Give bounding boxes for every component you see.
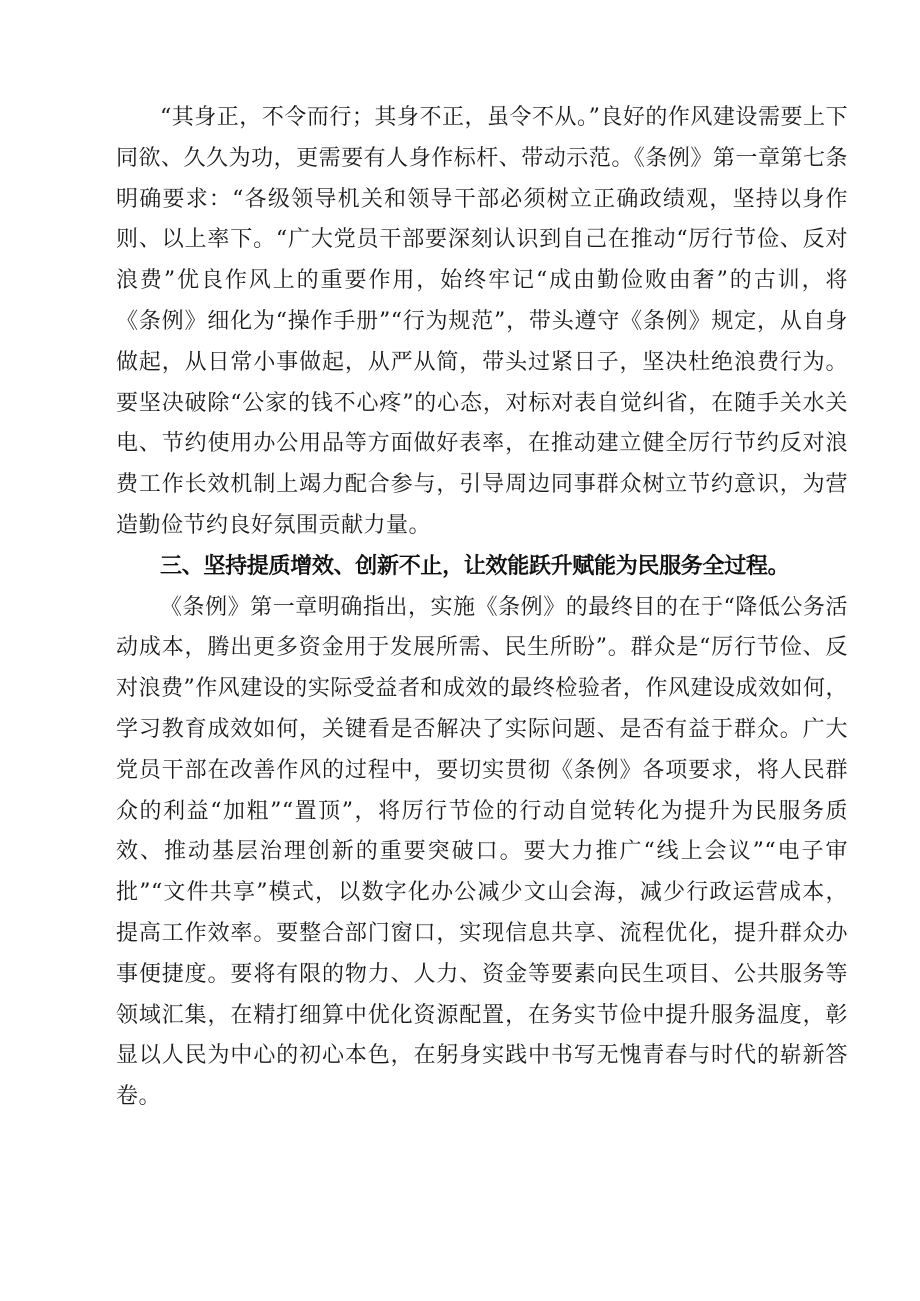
document-page bbox=[116, 98, 848, 1118]
section-heading-three: 三、坚持提质增效、创新不止，让效能跃升赋能为民服务全过程。 bbox=[160, 553, 790, 579]
body-paragraph-leadership-example: “其身正，不令而行；其身不正，虽令不从。”良好的作风建设需要上下同欲、久久为功，更需要有人身作标杆、带动示范。《条例》第一章第七条明确要求：“各级领导机关和领导干部必须树立正确政绩观，坚持以身作则、以上率下。“广大党员干部要深刻认识到自己在推动“厉行节俭、反对浪费”优良作风上的重要作用，始终牢记“成由勤俭败由奢”的古训，将《条例》细化为“操作手册”“行为规范”，带头遵守《条例》规定，从自身做起，从日常小事做起，从严从简，带头过紧日子，坚决杜绝浪费行为。要坚决破除“公家的钱不心疼”的心态，对标对表自觉纠省，在随手关水关电、节约使用办公用品等方面做好表率，在推动建立健全厉行节约反对浪费工作长效机制上竭力配合参与，引导周边同事群众树立节约意识，为营造勤俭节约良好氛围贡献力量。 bbox=[116, 105, 848, 538]
body-paragraph-efficiency: 《条例》第一章明确指出，实施《条例》的最终目的在于“降低公务活动成本，腾出更多资金用于发展所需、民生所盼”。群众是“厉行节俭、反对浪费”作风建设的实际受益者和成效的最终检验者，作风建设成效如何，学习教育成效如何，关键看是否解决了实际问题、是否有益于群众。广大党员干部在改善作风的过程中，要切实贯彻《条例》各项要求，将人民群众的利益“加粗”“置顶”，将厉行节俭的行动自觉转化为提升为民服务质效、推动基层治理创新的重要突破口。要大力推广“线上会议”“电子审批”“文件共享”模式，以数字化办公减少文山会海，减少行政运营成本，提高工作效率。要整合部门窗口，实现信息共享、流程优化，提升群众办事便捷度。要将有限的物力、人力、资金等要素向民生项目、公共服务等领域汇集，在精打细算中优化资源配置，在务实节俭中提升服务温度，彰显以人民为中心的初心本色，在躬身实践中书写无愧青春与时代的崭新答卷。 bbox=[116, 594, 848, 1110]
